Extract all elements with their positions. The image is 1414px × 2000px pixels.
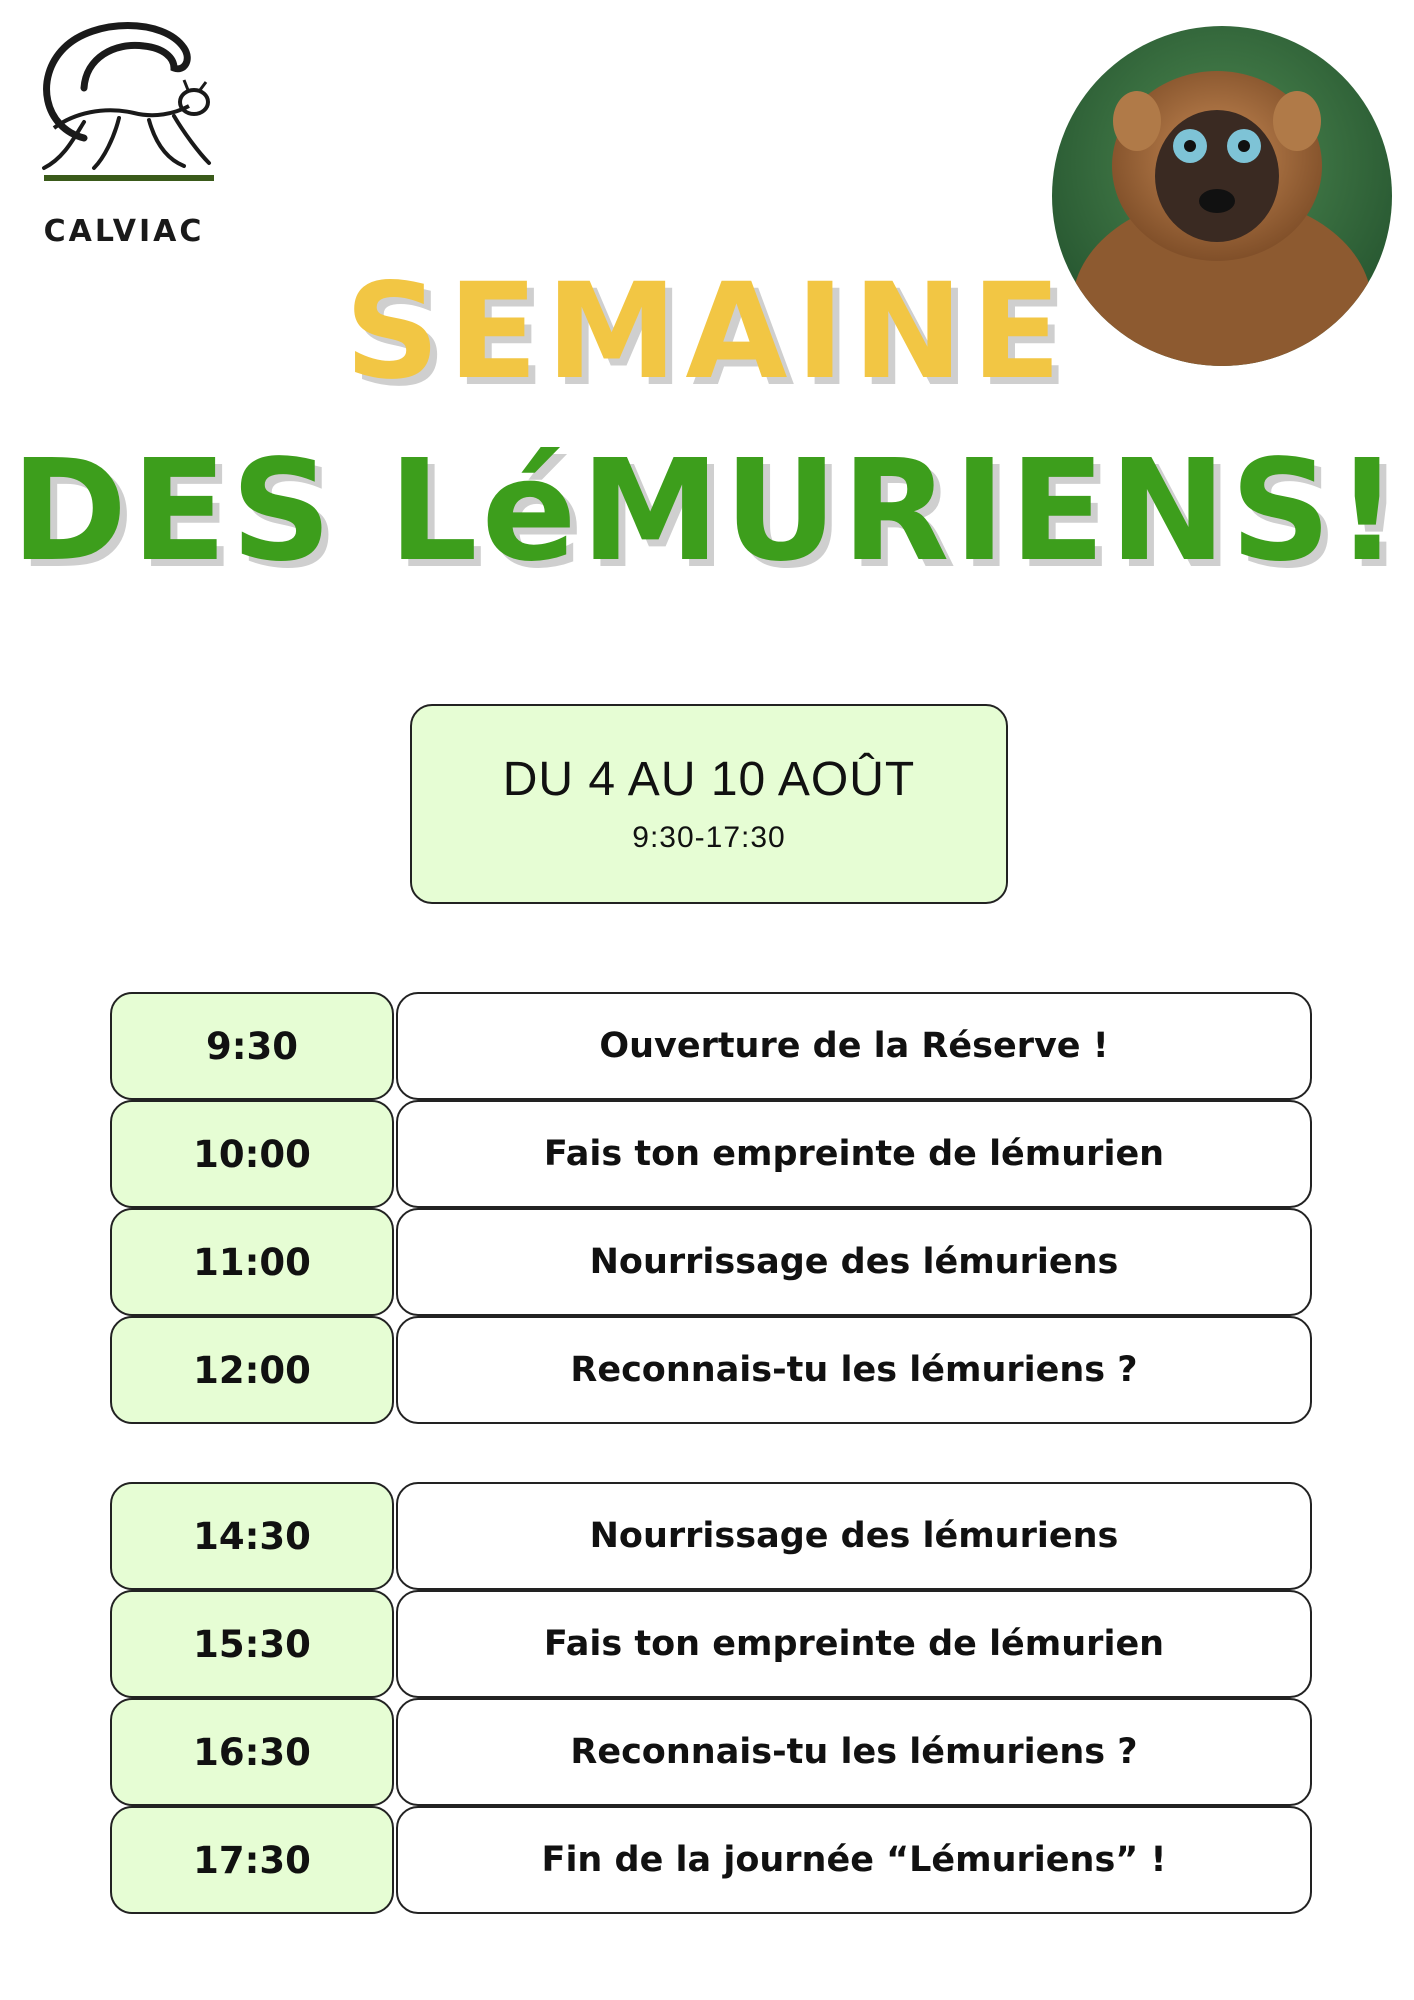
title-line-2: DES LéMURIENS! [11,430,1403,593]
schedule-time: 11:00 [110,1208,394,1316]
title-line-1: SEMAINE [344,255,1070,409]
schedule-activity: Nourrissage des lémuriens [396,1208,1312,1316]
schedule-row [110,1806,1312,1914]
schedule-row [110,1208,1312,1316]
schedule-morning [110,992,1312,1424]
opening-hours: 9:30-17:30 [632,821,786,854]
schedule-afternoon [110,1482,1312,1914]
schedule-activity: Reconnais-tu les lémuriens ? [396,1316,1312,1424]
date-box [410,704,1008,904]
lemur-logo-icon [24,18,224,208]
schedule-row [110,1698,1312,1806]
schedule-time: 9:30 [110,992,394,1100]
schedule-activity: Fin de la journée “Lémuriens” ! [396,1806,1312,1914]
schedule-time: 12:00 [110,1316,394,1424]
schedule-activity: Ouverture de la Réserve ! [396,992,1312,1100]
date-range: DU 4 AU 10 AOÛT [502,753,916,806]
schedule-time: 17:30 [110,1806,394,1914]
schedule-time: 14:30 [110,1482,394,1590]
schedule-activity: Nourrissage des lémuriens [396,1482,1312,1590]
calviac-logo [24,18,224,248]
schedule-activity: Fais ton empreinte de lémurien [396,1590,1312,1698]
schedule-row [110,992,1312,1100]
schedule-row [110,1482,1312,1590]
schedule-activity: Fais ton empreinte de lémurien [396,1100,1312,1208]
schedule-activity: Reconnais-tu les lémuriens ? [396,1698,1312,1806]
schedule-row [110,1590,1312,1698]
logo-name: CALVIAC [43,214,205,249]
schedule-time: 10:00 [110,1100,394,1208]
schedule-row [110,1316,1312,1424]
schedule-time: 15:30 [110,1590,394,1698]
schedule-row [110,1100,1312,1208]
schedule-time: 16:30 [110,1698,394,1806]
